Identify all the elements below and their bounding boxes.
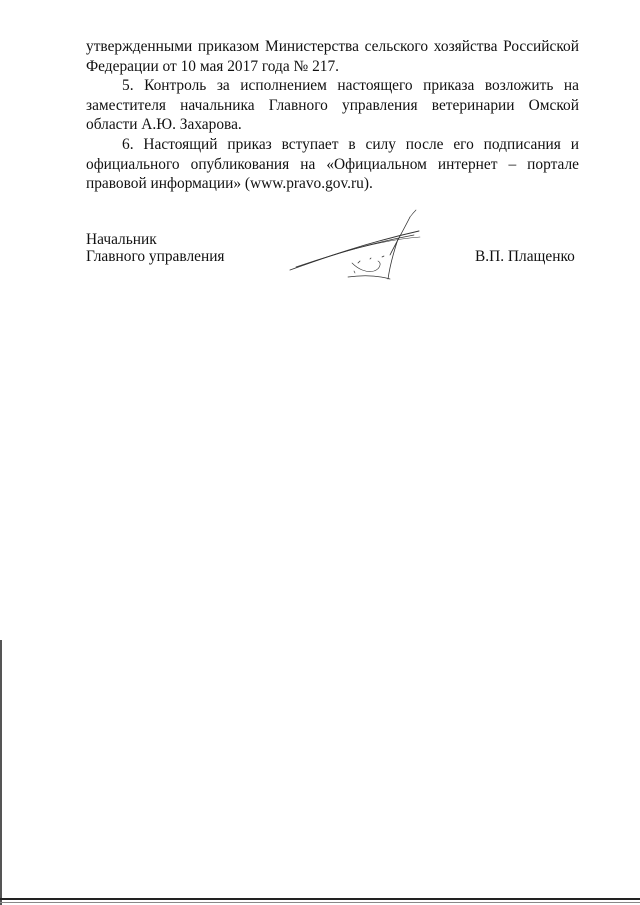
scan-edge-bottom — [0, 898, 640, 900]
scan-edge-bottom-secondary — [0, 902, 640, 903]
paragraph-item-5: 5. Контроль за исполнением настоящего приказа возложить на заместителя начальника Главного управления ветеринарии Омской области А.Ю. Захарова. — [86, 77, 579, 134]
signatory-position-line-1: Начальник — [86, 231, 157, 248]
paragraph-continuation: утвержденными приказом Министерства сельского хозяйства Российской Федерации от 10 мая 2017 года № 217. — [86, 38, 579, 75]
signatory-name: В.П. Плащенко — [475, 248, 575, 265]
scan-edge-left — [0, 640, 2, 905]
document-body — [86, 37, 579, 194]
handwritten-signature — [286, 205, 426, 285]
signatory-position-line-2: Главного управления — [86, 248, 225, 265]
paragraph-item-6: 6. Настоящий приказ вступает в силу после его подписания и официального опубликования на «Официальном интернет – портале правовой информации» (www.pravo.gov.ru). — [86, 135, 579, 193]
